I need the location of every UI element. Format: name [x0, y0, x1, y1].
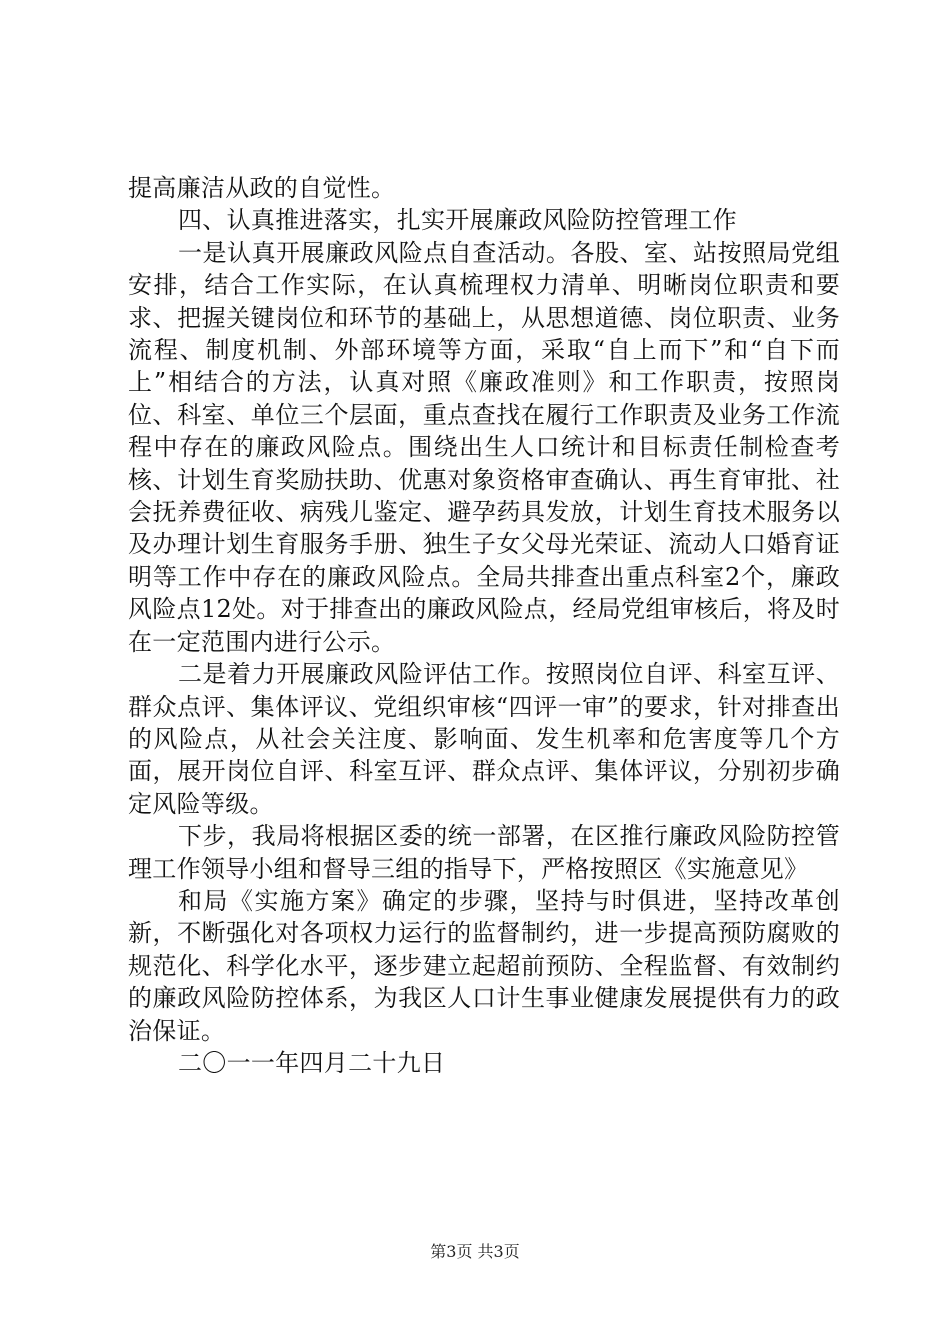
- paragraph-risk-assessment: 二是着力开展廉政风险评估工作。按照岗位自评、科室互评、群众点评、集体评议、党组织审核“四评一审”的要求，针对排查出的风险点，从社会关注度、影响面、发生机率和危害度等几个方面，展开岗位自评、科室互评、群众点评、集体评议，分别初步确定风险等级。: [128, 660, 840, 818]
- section-heading: 四、认真推进落实，扎实开展廉政风险防控管理工作: [178, 206, 737, 235]
- paragraph-self-inspection: 一是认真开展廉政风险点自查活动。各股、室、站按照局党组安排，结合工作实际，在认真梳理权力清单、明晰岗位职责和要求、把握关键岗位和环节的基础上，从思想道德、岗位职责、业务流程、制度机制、外部环境等方面，采取“自上而下”和“自下而上”相结合的方法，认真对照《廉政准则》和工作职责，按照岗位、科室、单位三个层面，重点查找在履行工作职责及业务工作流程中存在的廉政风险点。围绕出生人口统计和目标责任制检查考核、计划生育奖励扶助、优惠对象资格审查确认、再生育审批、社会抚养费征收、病残儿鉴定、避孕药具发放，计划生育技术服务以及办理计划生育服务手册、独生子女父母光荣证、流动人口婚育证明等工作中存在的廉政风险点。全局共排查出重点科室2个，廉政风险点12处。对于排查出的廉政风险点，经局党组审核后，将及时在一定范围内进行公示。: [128, 238, 840, 656]
- paragraph-continuation: 提高廉洁从政的自觉性。: [128, 174, 396, 202]
- document-date: 二〇一一年四月二十九日: [178, 1048, 446, 1077]
- page-footer: 第3页 共3页: [430, 1242, 520, 1261]
- paragraph-conclusion: 和局《实施方案》确定的步骤，坚持与时俱进，坚持改革创新，不断强化对各项权力运行的监督制约，进一步提高预防腐败的规范化、科学化水平，逐步建立起超前预防、全程监督、有效制约的廉政风险防控体系，为我区人口计生事业健康发展提供有力的政治保证。: [128, 886, 840, 1045]
- paragraph-next-steps: 下步，我局将根据区委的统一部署，在区推行廉政风险防控管理工作领导小组和督导三组的指导下，严格按照区《实施意见》: [128, 822, 840, 883]
- document-body: [128, 172, 840, 1079]
